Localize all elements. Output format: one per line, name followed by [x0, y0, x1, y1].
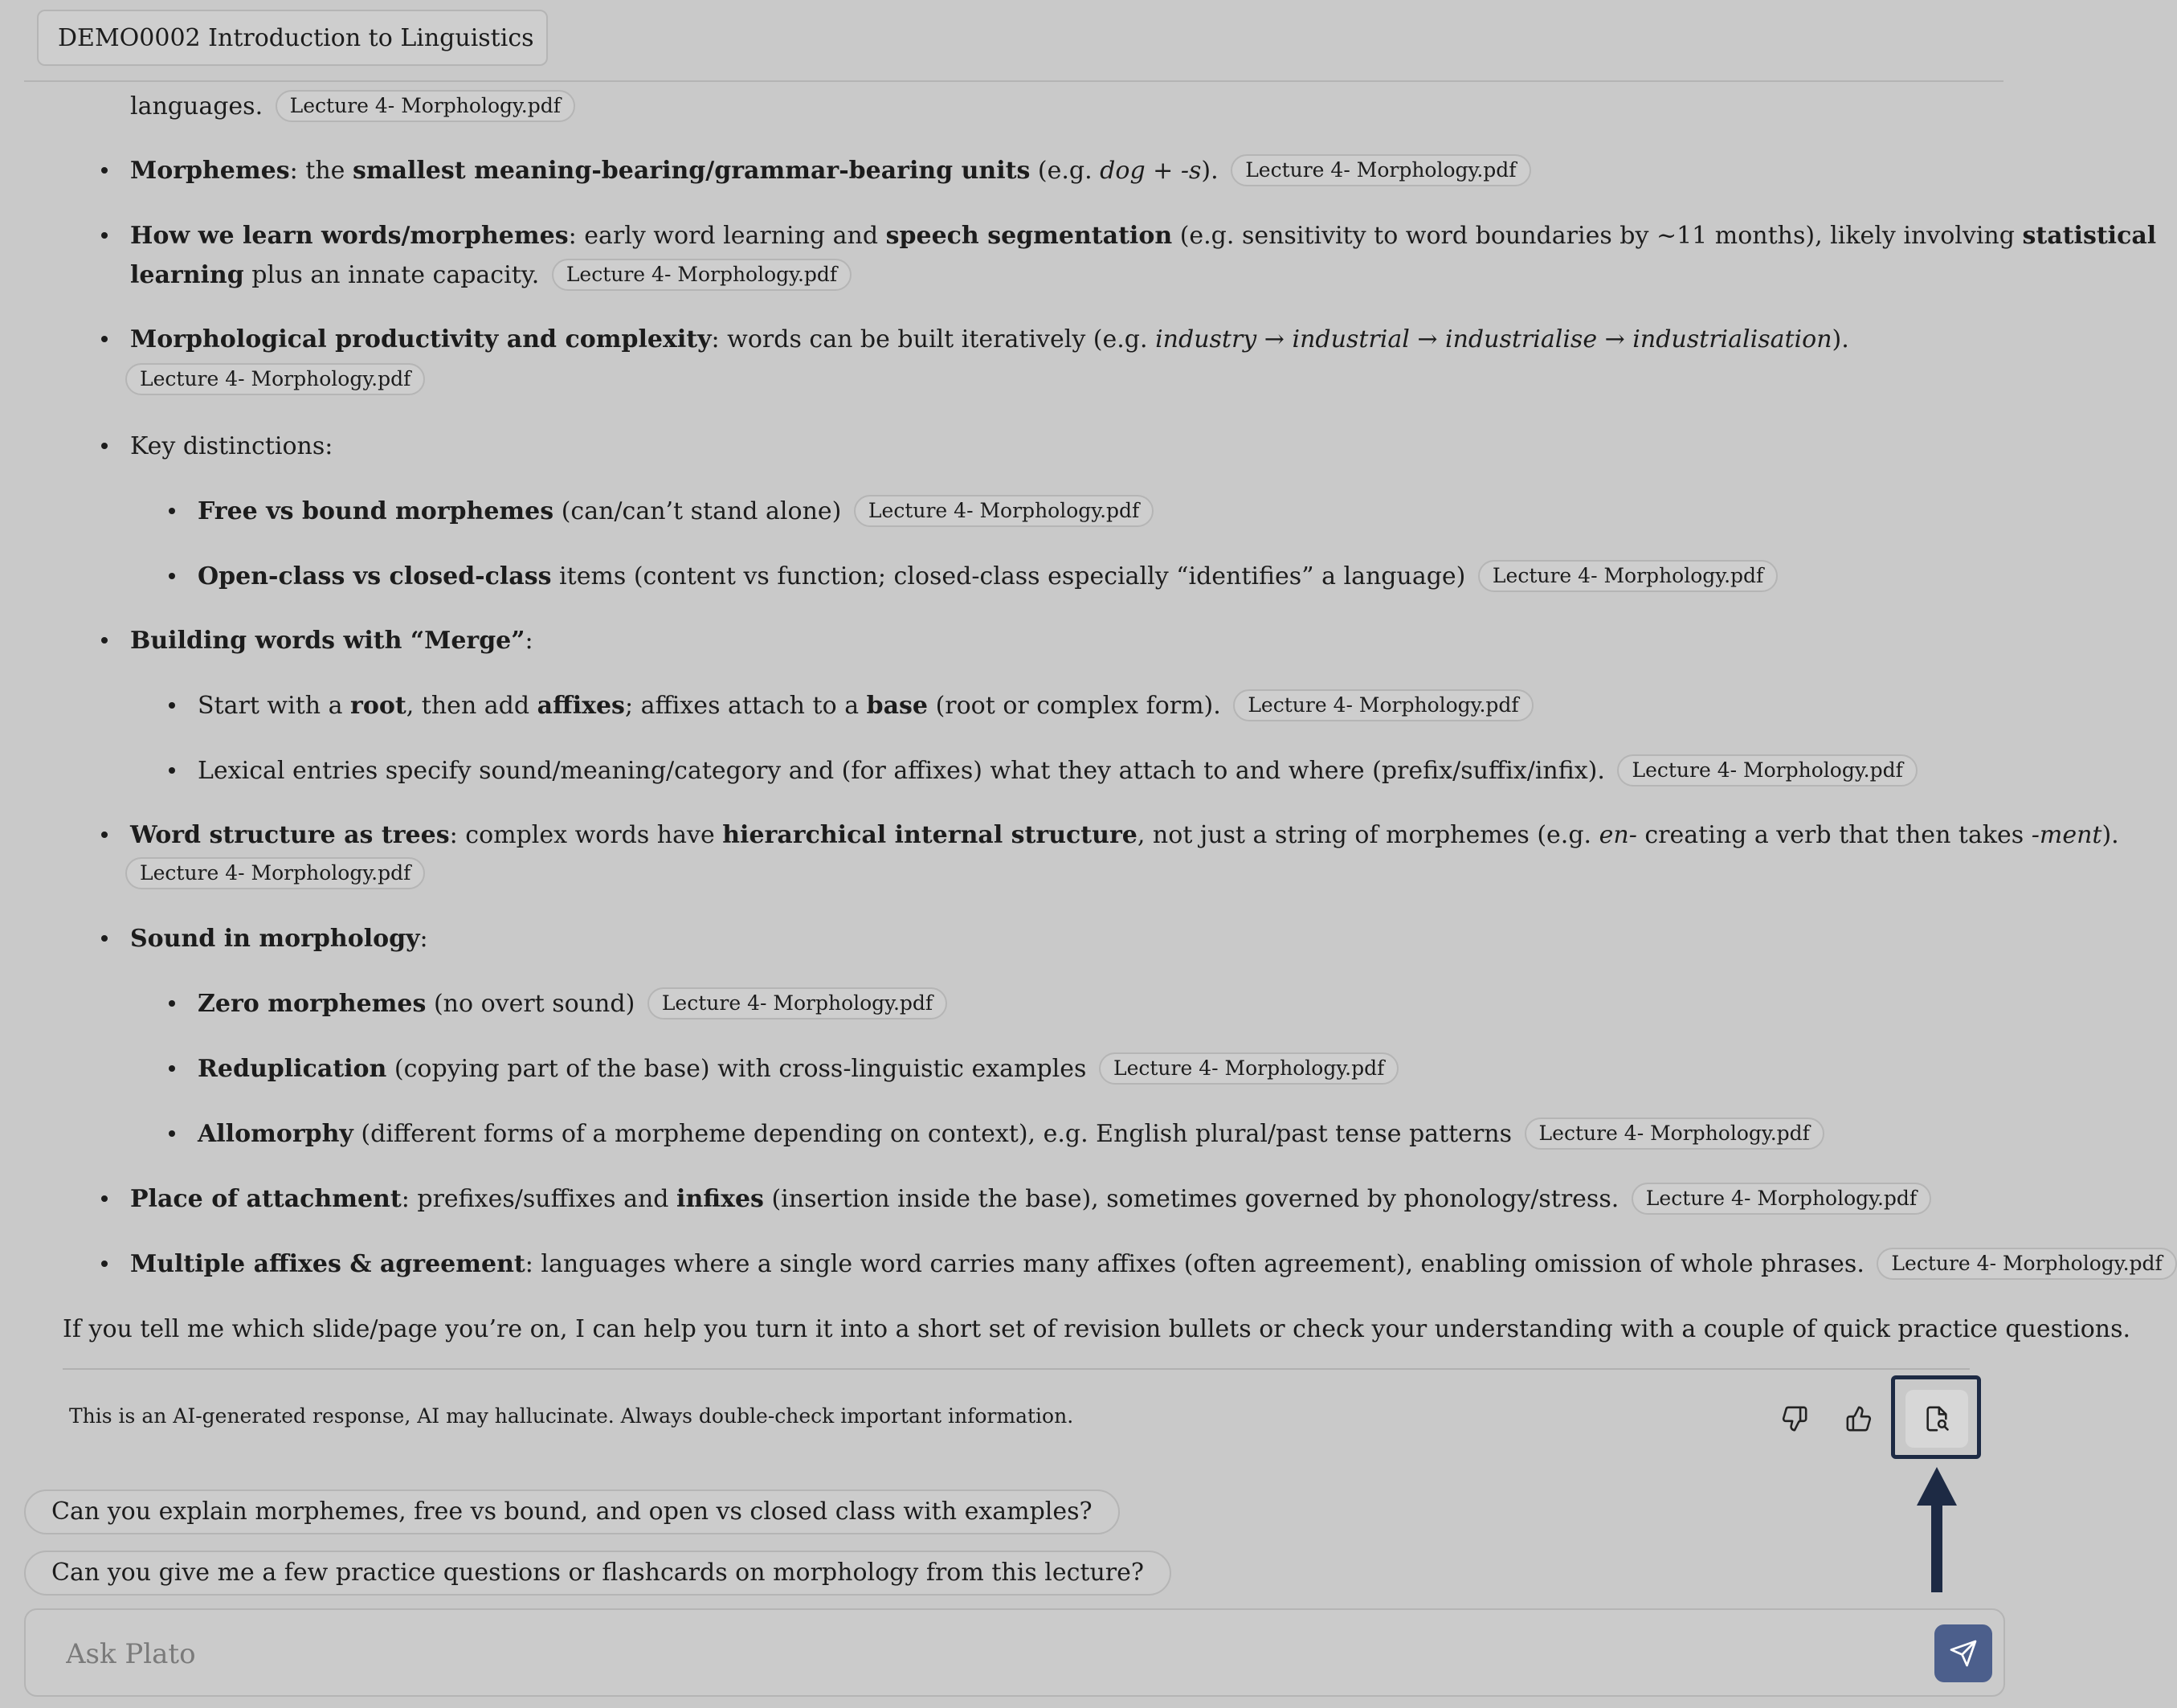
list-item-learning: How we learn words/morphemes: early word learning and speech segmentation (e.g. sensitivity to word boundaries by ~11 months), likely involving statistical: [130, 222, 2157, 250]
bullet: [169, 573, 175, 579]
bullet: [101, 637, 108, 644]
sub-item-root-affixes: Start with a root, then add affixes; affixes attach to a base (root or complex form). Lecture 4- Morphology.pdf: [198, 686, 1534, 725]
list-item-productivity-cont: [125, 360, 425, 399]
list-item-trees: Word structure as trees: complex words have hierarchical internal structure, not just a string of morphemes (e.g. en- creating a verb that then takes -ment).: [130, 821, 2119, 849]
source-chip[interactable]: Lecture 4- Morphology.pdf: [1617, 754, 1917, 787]
bullet: [101, 336, 108, 342]
source-chip[interactable]: Lecture 4- Morphology.pdf: [1478, 560, 1778, 592]
source-chip[interactable]: Lecture 4- Morphology.pdf: [125, 857, 425, 889]
source-chip[interactable]: Lecture 4- Morphology.pdf: [125, 363, 425, 395]
bullet: [101, 1261, 108, 1267]
list-item-learning-cont: learning plus an innate capacity. Lecture 4- Morphology.pdf: [130, 255, 852, 295]
sub-item-allomorphy: Allomorphy (different forms of a morpheme depending on context), e.g. English plural/past tense patterns Lecture 4- Morphology.pdf: [198, 1114, 1824, 1154]
source-chip[interactable]: Lecture 4- Morphology.pdf: [647, 987, 947, 1019]
chat-input[interactable]: [64, 1626, 1883, 1682]
list-item-morphemes: Morphemes: the smallest meaning-bearing/grammar-bearing units (e.g. dog + -s). Lecture 4- Morphology.pdf: [130, 151, 1531, 190]
closing-paragraph: If you tell me which slide/page you’re on, I can help you turn it into a short set of revision bullets or check your understanding with a couple of quick practice questions.: [63, 1315, 2131, 1343]
list-item-key-distinctions: Key distinctions:: [130, 432, 333, 460]
ai-disclaimer: This is an AI-generated response, AI may hallucinate. Always double-check important information.: [69, 1404, 1074, 1428]
sub-item-zero-morphemes: Zero morphemes (no overt sound) Lecture 4- Morphology.pdf: [198, 984, 947, 1024]
bullet: [101, 167, 108, 174]
bullet: [169, 1065, 175, 1072]
bullet: [101, 832, 108, 838]
thumbs-up-icon: [1845, 1405, 1873, 1432]
chat-input-box: [24, 1608, 2005, 1697]
source-chip[interactable]: Lecture 4- Morphology.pdf: [1233, 689, 1533, 721]
sub-item-lexical-entries: Lexical entries specify sound/meaning/category and (for affixes) what they attach to and where (prefix/suffix/infix). Lecture 4- Morphology.pdf: [198, 751, 1918, 791]
list-item-merge: Building words with “Merge”:: [130, 627, 533, 655]
thumbs-down-icon: [1781, 1405, 1808, 1432]
thumbs-down-button[interactable]: [1772, 1396, 1817, 1441]
view-source-button[interactable]: [1905, 1390, 1968, 1448]
bullet: [101, 935, 108, 942]
list-item-attachment: Place of attachment: prefixes/suffixes and infixes (insertion inside the base), sometimes governed by phonology/stress. Lecture 4- Morphology.pdf: [130, 1179, 1931, 1219]
bullet: [169, 702, 175, 709]
list-item-agreement: Multiple affixes & agreement: languages where a single word carries many affixes (often agreement), enabling omission of whole phrases. Lecture 4- Morphology.pdf: [130, 1244, 2177, 1284]
response-line: languages. Lecture 4- Morphology.pdf: [130, 87, 575, 126]
bullet: [169, 1130, 175, 1137]
send-button[interactable]: [1934, 1624, 1992, 1682]
source-chip[interactable]: Lecture 4- Morphology.pdf: [1099, 1052, 1399, 1085]
source-chip[interactable]: Lecture 4- Morphology.pdf: [854, 495, 1154, 527]
bullet: [101, 443, 108, 449]
list-item-trees-cont: [125, 854, 425, 893]
source-chip[interactable]: Lecture 4- Morphology.pdf: [1877, 1248, 2176, 1280]
bullet: [169, 508, 175, 514]
sub-item-open-closed: Open-class vs closed-class items (content vs function; closed-class especially “identifies” a language) Lecture 4- Morphology.pdf: [198, 557, 1778, 596]
top-bar: [24, 0, 2003, 82]
bullet: [101, 1195, 108, 1202]
sub-item-free-bound: Free vs bound morphemes (can/can’t stand alone) Lecture 4- Morphology.pdf: [198, 492, 1154, 531]
source-chip[interactable]: Lecture 4- Morphology.pdf: [1632, 1183, 1931, 1215]
suggestion-chip[interactable]: Can you explain morphemes, free vs bound, and open vs closed class with examples?: [24, 1489, 1120, 1534]
response-divider: [63, 1368, 1970, 1370]
source-chip[interactable]: Lecture 4- Morphology.pdf: [276, 90, 575, 122]
thumbs-up-button[interactable]: [1836, 1396, 1881, 1441]
course-label: DEMO0002 Introduction to Linguistics: [58, 23, 534, 52]
list-item-productivity: Morphological productivity and complexity: words can be built iteratively (e.g. industry → industrial → industrialise → industrialisation).: [130, 325, 1849, 353]
suggestion-chip[interactable]: Can you give me a few practice questions or flashcards on morphology from this lecture?: [24, 1551, 1171, 1596]
bullet: [101, 232, 108, 239]
document-search-icon: [1923, 1405, 1950, 1432]
bullet: [169, 767, 175, 774]
source-chip[interactable]: Lecture 4- Morphology.pdf: [1231, 154, 1530, 186]
course-selector[interactable]: [37, 10, 548, 66]
source-chip[interactable]: Lecture 4- Morphology.pdf: [1525, 1118, 1824, 1150]
source-chip[interactable]: Lecture 4- Morphology.pdf: [552, 259, 852, 291]
send-icon: [1949, 1639, 1978, 1668]
pointer-arrow-icon: [1917, 1467, 1957, 1592]
list-item-sound: Sound in morphology:: [130, 925, 428, 953]
sub-item-reduplication: Reduplication (copying part of the base) with cross-linguistic examples Lecture 4- Morphology.pdf: [198, 1049, 1399, 1089]
bullet: [169, 1000, 175, 1007]
